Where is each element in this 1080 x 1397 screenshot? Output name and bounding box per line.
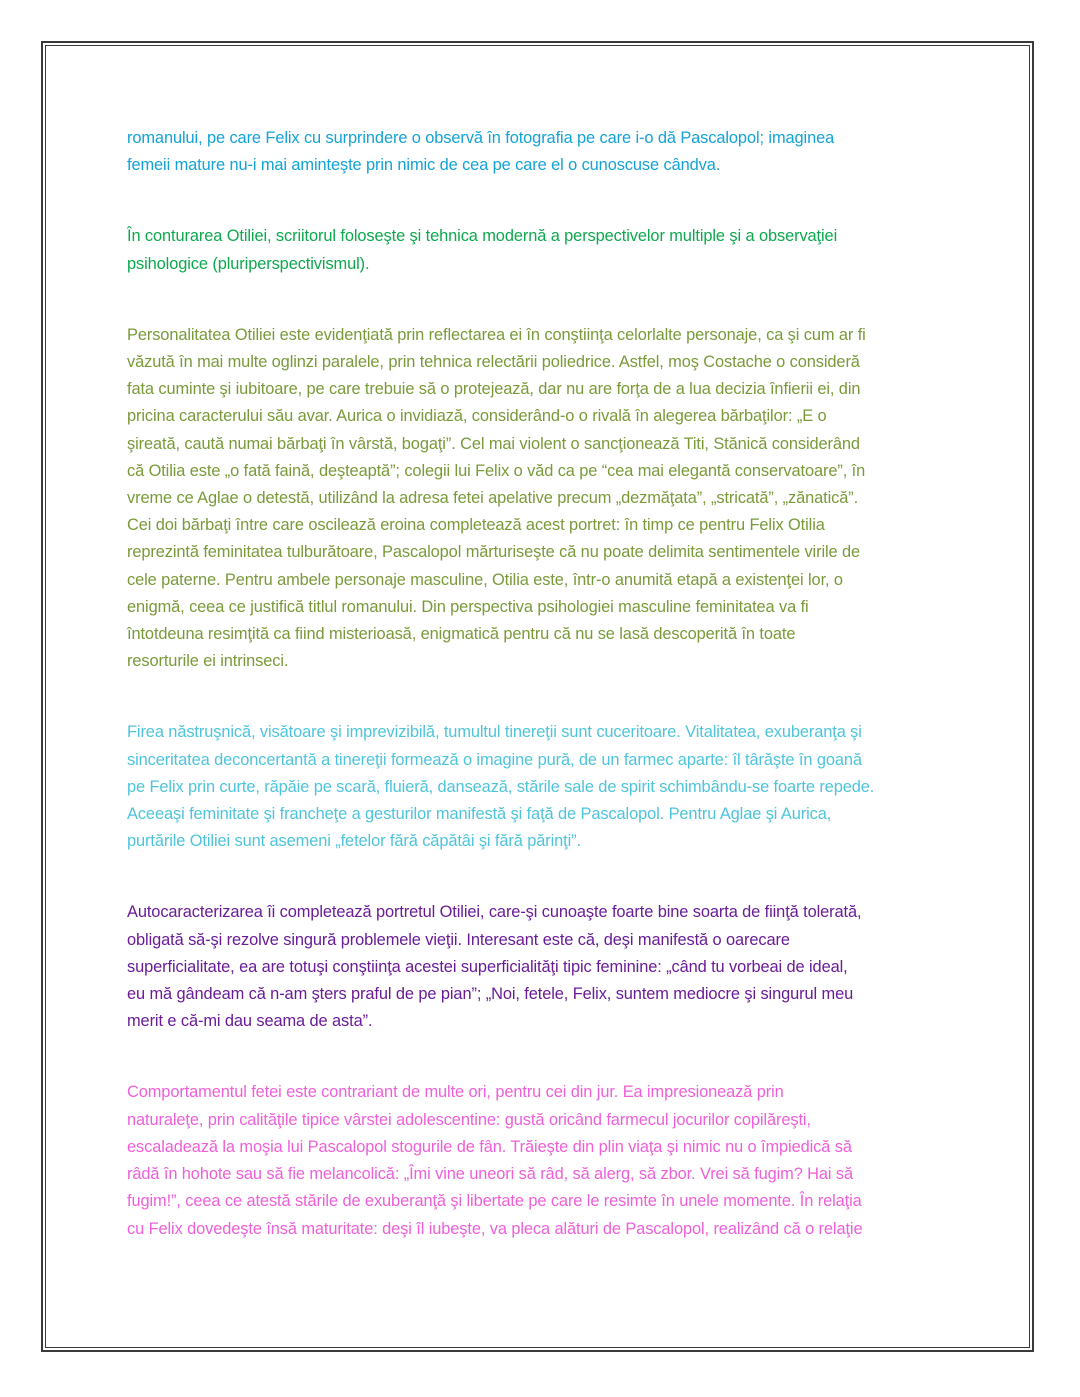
- text-line: pricina caracterului său avar. Aurica o invidiază, considerând-o o rivală în alegerea bărbaţilor: „E o: [127, 407, 827, 426]
- text-line: femeii mature nu-i mai aminteşte prin nimic de cea pe care el o cunoscuse cândva.: [127, 156, 721, 175]
- text-line: Cei doi bărbaţi între care oscilează eroina completează acest portret: în timp ce pentru Felix Otilia: [127, 516, 825, 535]
- text-line: Personalitatea Otiliei este evidenţiată prin reflectarea ei în conştiinţa celorlalte personaje, ca şi cum ar fi: [127, 325, 866, 344]
- text-line: fata cuminte şi iubitoare, pe care trebuie să o protejează, dar nu are forţa de a lua decizia înfierii ei, din: [127, 380, 861, 399]
- text-line: Comportamentul fetei este contrariant de multe ori, pentru cei din jur. Ea impresionează prin: [127, 1083, 784, 1102]
- paragraph-behavior: [127, 1079, 957, 1242]
- text-line: sinceritatea deconcertantă a tinereţii formează o imagine pură, de un farmec aparte: îl târăşte în goană: [127, 750, 862, 769]
- text-line: fugim!”, ceea ce atestă stările de exuberanţă şi libertate pe care le resimte în unele momente. În relaţia: [127, 1192, 862, 1211]
- text-line: enigmă, ceea ce justifică titlul romanului. Din perspectiva psihologiei masculine feminitatea va fi: [127, 597, 809, 616]
- paragraph-otilia-photograph: [127, 125, 957, 179]
- text-line: escaladează la moşia lui Pascalopol stogurile de fân. Trăieşte din plin viaţa şi nimic nu o împiedică să: [127, 1137, 852, 1156]
- text-line: Firea năstruşnică, visătoare şi imprevizibilă, tumultul tinereţii sunt cuceritoare. Vitalitatea, exuberanţa şi: [127, 723, 862, 742]
- text-line: că Otilia este „o fată faină, deşteaptă”; colegii lui Felix o văd ca pe “cea mai elegantă conservatoare”, în: [127, 461, 866, 480]
- text-line: naturaleţe, prin calităţile tipice vârstei adolescentine: gustă oricând farmecul jocurilor copilăreşti,: [127, 1110, 811, 1129]
- text-line: Aceeaşi feminitate şi francheţe a gesturilor manifestă şi faţă de Pascalopol. Pentru Aglae şi Aurica,: [127, 805, 832, 824]
- text-line: reprezintă feminitatea tulburătoare, Pascalopol mărturiseşte că nu poate delimita sentimentele virile de: [127, 543, 861, 562]
- text-line: şireată, caută numai bărbaţi în vârstă, bogaţi”. Cel mai violent o sancţionează Titi, Stănică considerând: [127, 434, 860, 453]
- text-line: cu Felix dovedeşte însă maturitate: deşi îl iubeşte, va pleca alături de Pascalopol, realizând că o relaţie: [127, 1219, 863, 1238]
- text-line: văzută în mai multe oglinzi paralele, prin tehnica relectării poliedrice. Astfel, moş Costache o consideră: [127, 353, 860, 372]
- text-line: psihologice (pluriperspectivismul).: [127, 254, 370, 273]
- text-line: În conturarea Otiliei, scriitorul foloseşte şi tehnica modernă a perspectivelor multiple şi a observaţiei: [127, 227, 838, 246]
- text-line: pe Felix prin curte, răpăie pe scară, fluieră, dansează, stările sale de spirit schimbându-se foarte repede.: [127, 777, 875, 796]
- text-line: vreme ce Aglae o detestă, utilizând la adresa fetei apelative precum „dezmăţata”, „stricată”, „zănatică”.: [127, 489, 859, 508]
- text-line: resorturile ei intrinseci.: [127, 652, 289, 671]
- text-line: râdă în hohote sau să fie melancolică: „Îmi vine uneori să râd, să alerg, să zbor. Vrei să fugim? Hai să: [127, 1165, 854, 1184]
- text-line: eu mă gândeam că n-am şters praful de pe pian”; „Noi, fetele, Felix, suntem mediocre şi singurul meu: [127, 985, 854, 1004]
- text-line: romanului, pe care Felix cu surprindere o observă în fotografia pe care i-o dă Pascalopol; imaginea: [127, 129, 835, 147]
- text-line: Autocaracterizarea îi completează portretul Otiliei, care-şi cunoaşte foarte bine soarta de fiinţă tolerată,: [127, 903, 862, 922]
- paragraph-personality-reflection: [127, 322, 957, 676]
- paragraph-youthful-nature: [127, 719, 957, 855]
- text-line: obligată să-şi rezolve singură problemele vieţii. Interesant este că, deşi manifestă o oarecare: [127, 930, 790, 949]
- text-line: purtările Otiliei sunt asemeni „fetelor fără căpătâi şi fără părinţi”.: [127, 832, 581, 851]
- text-line: cele paterne. Pentru ambele personaje masculine, Otilia este, într-o anumită etapă a existenţei lor, o: [127, 570, 843, 589]
- text-line: întotdeuna resimţită ca fiind misterioasă, enigmatică pentru că nu se lasă descoperită în toate: [127, 625, 796, 644]
- paragraph-multiple-perspectives: [127, 223, 957, 277]
- document-body: [127, 125, 957, 1243]
- text-line: merit e că-mi dau seama de asta”.: [127, 1012, 373, 1031]
- paragraph-self-characterization: [127, 899, 957, 1035]
- text-line: superficialitate, ea are totuşi conştiinţa acestei superficialităţi tipic feminine: „când tu vorbeai de ideal,: [127, 957, 848, 976]
